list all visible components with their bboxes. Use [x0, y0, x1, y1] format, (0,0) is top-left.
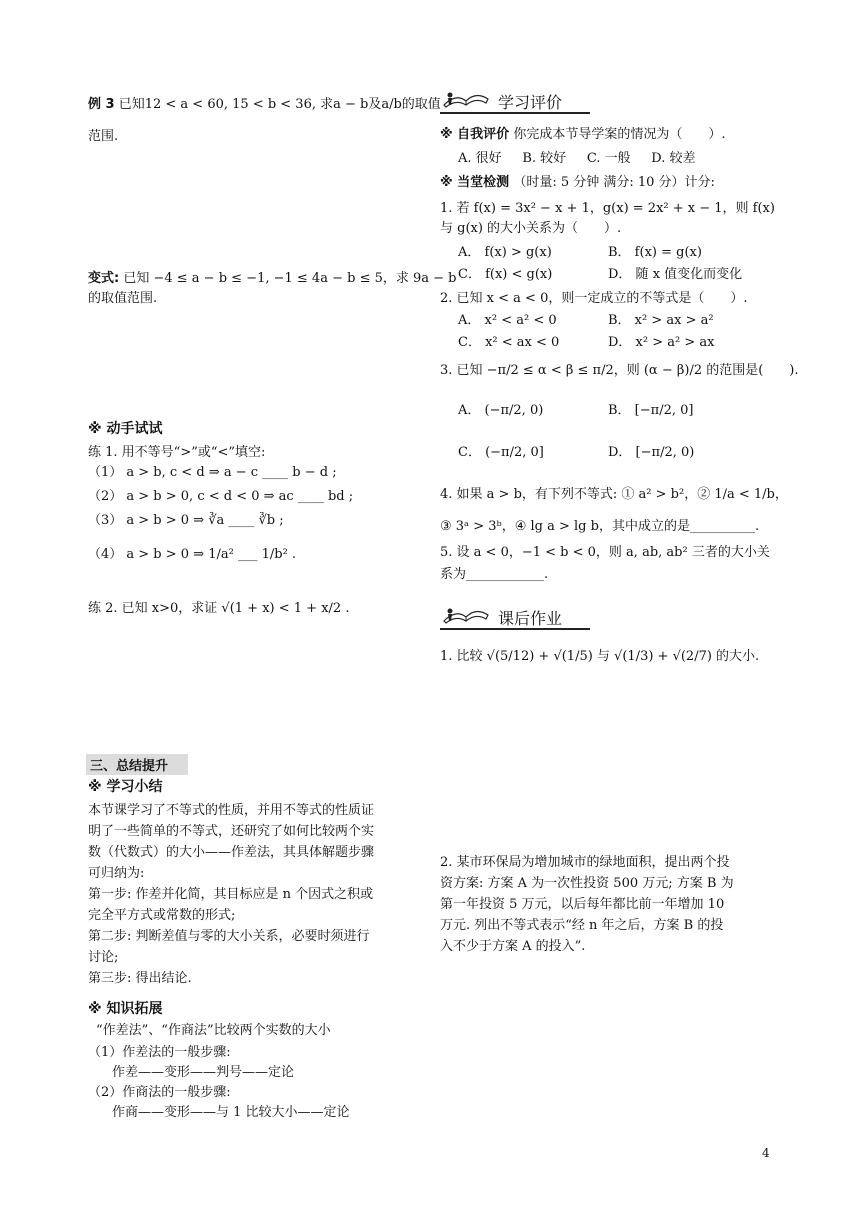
eval-section-title: 学习评价 — [498, 92, 563, 112]
example-3-text: 已知12 < a < 60, 15 < b < 36, 求a − b及a/b的取值 — [118, 97, 441, 112]
extension-subheading: ※ 知识拓展 — [88, 1001, 163, 1017]
q3-option-b: B． [−π/2, 0] — [608, 403, 694, 418]
book-icon — [440, 603, 490, 631]
exercise-1: 练 1. 用不等号“>”或“<”填空: — [88, 445, 266, 460]
homework-section-title: 课后作业 — [498, 608, 563, 628]
summary-paragraph: 本节课学习了不等式的性质，并用不等式的性质证 明了一些简单的不等式，还研究了如何比较两个实 数（代数式）的大小——作差法，其具体解题步骤 可归纳为: 第一步: 作差并化简，其目标应是 n 个因式之积或 完全平方式或常数的形式; 第二步: 判断差值与零的大小关系，必要时须进行 讨论; 第三步: 得出结论. — [88, 803, 375, 986]
q1-option-c: C． f(x) < g(x) — [458, 267, 553, 282]
q1-option-d: D． 随 x 值变化而变化 — [608, 267, 743, 282]
extension-line-4: （2）作商法的一般步骤: — [88, 1085, 231, 1100]
exercise-1-item-2: （2） a > b > 0, c < d < 0 ⇒ ac ____ bd ; — [88, 489, 354, 504]
q3: 3. 已知 −π/2 ≤ α < β ≤ π/2，则 (α − β)/2 的范围是( ). — [440, 363, 799, 378]
extension-line-2: （1）作差法的一般步骤: — [88, 1045, 231, 1060]
book-icon — [440, 87, 490, 115]
eval-section-header — [440, 88, 770, 114]
q3-option-a: A． (−π/2, 0) — [458, 403, 544, 418]
q2-option-a: A． x² < a² < 0 — [458, 313, 557, 328]
variant-cont: 的取值范围. — [88, 291, 158, 306]
homework-section-rule — [440, 628, 590, 630]
summary-subheading: ※ 学习小结 — [88, 779, 163, 795]
page-number: 4 — [762, 1146, 770, 1160]
q5-line-2: 系为____________. — [440, 567, 549, 582]
extension-line-5: 作商——变形——与 1 比较大小——定论 — [112, 1105, 350, 1120]
homework-q1: 1. 比较 √(5/12) + √(1/5) 与 √(1/3) + √(2/7) 的大小. — [440, 649, 760, 664]
q1-line-1: 1. 若 f(x) = 3x² − x + 1，g(x) = 2x² + x − 1，则 f(x) — [440, 201, 775, 216]
extension-line-1: “作差法”、“作商法”比较两个实数的大小 — [96, 1023, 331, 1038]
q2: 2. 已知 x < a < 0，则一定成立的不等式是（ ）. — [440, 291, 748, 306]
exercise-1-item-3: （3） a > b > 0 ⇒ ∛a ____ ∛b ; — [88, 513, 284, 528]
homework-section-header — [440, 604, 770, 630]
example-3-cont: 范围. — [88, 129, 119, 144]
exercise-1-item-4: （4） a > b > 0 ⇒ 1/a² ___ 1/b² . — [88, 547, 297, 562]
q1-line-2: 与 g(x) 的大小关系为（ ）. — [440, 221, 622, 236]
extension-line-3: 作差——变形——判号——定论 — [112, 1065, 295, 1080]
q3-option-d: D． [−π/2, 0) — [608, 445, 695, 460]
q2-option-c: C． x² < ax < 0 — [458, 335, 560, 350]
summary-section-bar: 三、总结提升 — [86, 754, 188, 775]
try-heading: ※ 动手试试 — [88, 421, 163, 437]
self-eval-options: A. 很好 B. 较好 C. 一般 D. 较差 — [458, 151, 696, 166]
variant-question: 变式: 已知 −4 ≤ a − b ≤ −1, −1 ≤ 4a − b ≤ 5，求 9a − b — [88, 271, 457, 286]
q5-line-1: 5. 设 a < 0，−1 < b < 0，则 a, ab, ab² 三者的大小关 — [440, 545, 770, 560]
exercise-1-item-1: （1） a > b, c < d ⇒ a − c ____ b − d ; — [88, 465, 337, 480]
q3-option-c: C． (−π/2, 0] — [458, 445, 544, 460]
self-eval: ※ 自我评价 你完成本节导学案的情况为（ ）. — [440, 127, 726, 142]
q1-option-b: B． f(x) = g(x) — [608, 245, 702, 260]
q4-line-2: ③ 3ᵃ > 3ᵇ，④ lg a > lg b，其中成立的是__________. — [440, 519, 760, 534]
q2-option-b: B． x² > ax > a² — [608, 313, 714, 328]
example-3: 例 3 已知12 < a < 60, 15 < b < 36, 求a − b及a/b的取值 — [88, 97, 441, 112]
homework-q2: 2. 某市环保局为增加城市的绿地面积，提出两个投 资方案: 方案 A 为一次性投资 500 万元; 方案 B 为 第一年投资 5 万元，以后每年都比前一年增加 10 万元. 列出不等式表示“经 n 年之后，方案 B 的投 入不少于方案 A 的投入”. — [440, 855, 734, 954]
class-check: ※ 当堂检测 （时量: 5 分钟 满分: 10 分）计分: — [440, 175, 715, 190]
eval-section-rule — [440, 112, 590, 114]
exercise-2: 练 2. 已知 x>0，求证 √(1 + x) < 1 + x/2 . — [88, 601, 350, 616]
q2-option-d: D． x² > a² > ax — [608, 335, 715, 350]
q1-option-a: A． f(x) > g(x) — [458, 245, 552, 260]
q4-line-1: 4. 如果 a > b，有下列不等式: ① a² > b²，② 1/a < 1/b， — [440, 487, 788, 502]
